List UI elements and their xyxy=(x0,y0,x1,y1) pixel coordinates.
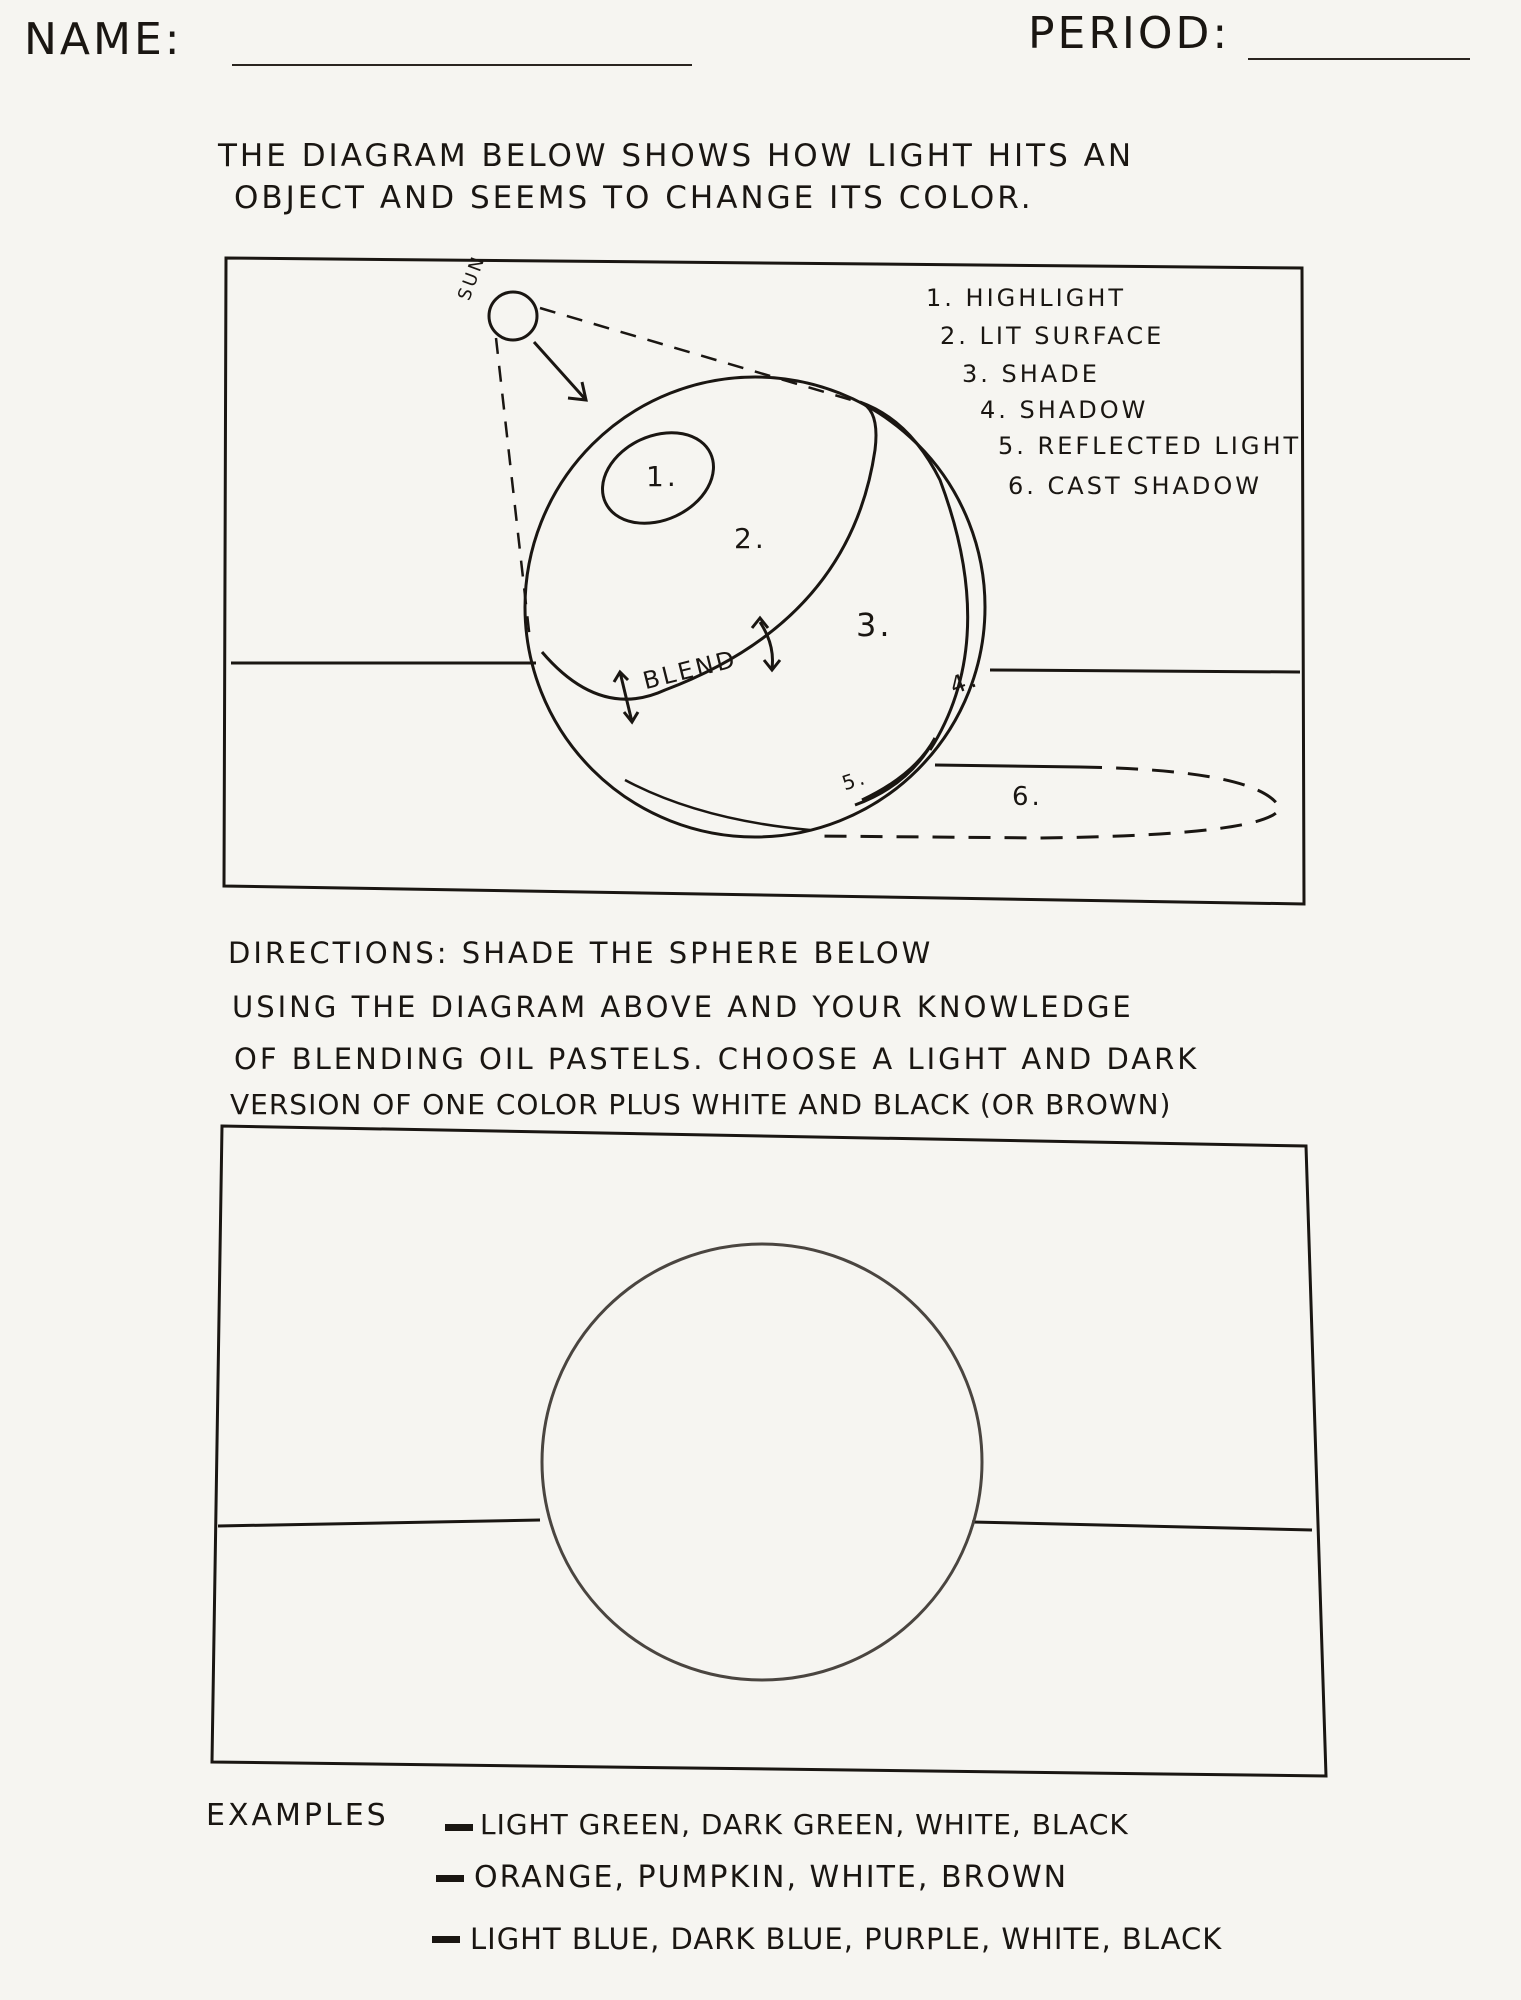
directions-line-4: VERSION OF ONE COLOR PLUS WHITE AND BLACK (OR BROWN) xyxy=(230,1088,1172,1121)
name-label: NAME: xyxy=(24,14,183,65)
examples-label: EXAMPLES xyxy=(206,1798,389,1833)
shadow-line xyxy=(860,402,968,750)
marker-1: 1. xyxy=(646,460,679,493)
legend-item-6: 6. CAST SHADOW xyxy=(1008,472,1263,500)
blend-label: BLEND xyxy=(640,644,741,696)
sun-icon xyxy=(489,292,537,340)
lower-arc xyxy=(625,780,810,830)
diagram-frame xyxy=(224,258,1304,904)
light-arrow xyxy=(534,342,586,400)
horizon-line-right xyxy=(990,670,1300,672)
sun-label: SUN xyxy=(454,251,490,304)
marker-3: 3. xyxy=(856,606,893,644)
bullet-3 xyxy=(432,1936,460,1943)
bullet-2 xyxy=(436,1875,464,1882)
practice-sphere xyxy=(542,1244,982,1680)
reflected-light xyxy=(855,738,935,805)
legend-item-5: 5. REFLECTED LIGHT xyxy=(998,432,1302,460)
practice-horizon-left xyxy=(218,1520,540,1526)
directions-line-3: OF BLENDING OIL PASTELS. CHOOSE A LIGHT AND DARK xyxy=(234,1042,1200,1076)
example-2: ORANGE, PUMPKIN, WHITE, BROWN xyxy=(474,1860,1069,1895)
example-1: LIGHT GREEN, DARK GREEN, WHITE, BLACK xyxy=(480,1808,1129,1841)
intro-line-2: OBJECT AND SEEMS TO CHANGE ITS COLOR. xyxy=(234,180,1034,216)
sphere xyxy=(525,377,985,837)
legend-item-4: 4. SHADOW xyxy=(980,396,1149,424)
bullet-1 xyxy=(445,1824,473,1831)
legend-item-2: 2. LIT SURFACE xyxy=(940,322,1165,350)
light-ray-dashed xyxy=(540,308,865,404)
cast-shadow-solid xyxy=(935,765,1080,767)
directions-line-1: DIRECTIONS: SHADE THE SPHERE BELOW xyxy=(228,936,934,970)
intro-line-1: THE DIAGRAM BELOW SHOWS HOW LIGHT HITS AN xyxy=(218,138,1135,174)
cast-shadow-dashed xyxy=(815,764,1280,838)
practice-horizon-right xyxy=(972,1522,1312,1530)
period-label: PERIOD: xyxy=(1028,8,1231,59)
directions-line-2: USING THE DIAGRAM ABOVE AND YOUR KNOWLEDGE xyxy=(232,990,1134,1024)
marker-6: 6. xyxy=(1012,782,1043,812)
marker-5: 5. xyxy=(838,764,871,796)
legend-item-1: 1. HIGHLIGHT xyxy=(926,284,1127,312)
marker-4: 4. xyxy=(946,663,983,701)
legend-item-3: 3. SHADE xyxy=(962,360,1100,388)
marker-2: 2. xyxy=(734,522,767,555)
example-3: LIGHT BLUE, DARK BLUE, PURPLE, WHITE, BLACK xyxy=(470,1922,1223,1956)
